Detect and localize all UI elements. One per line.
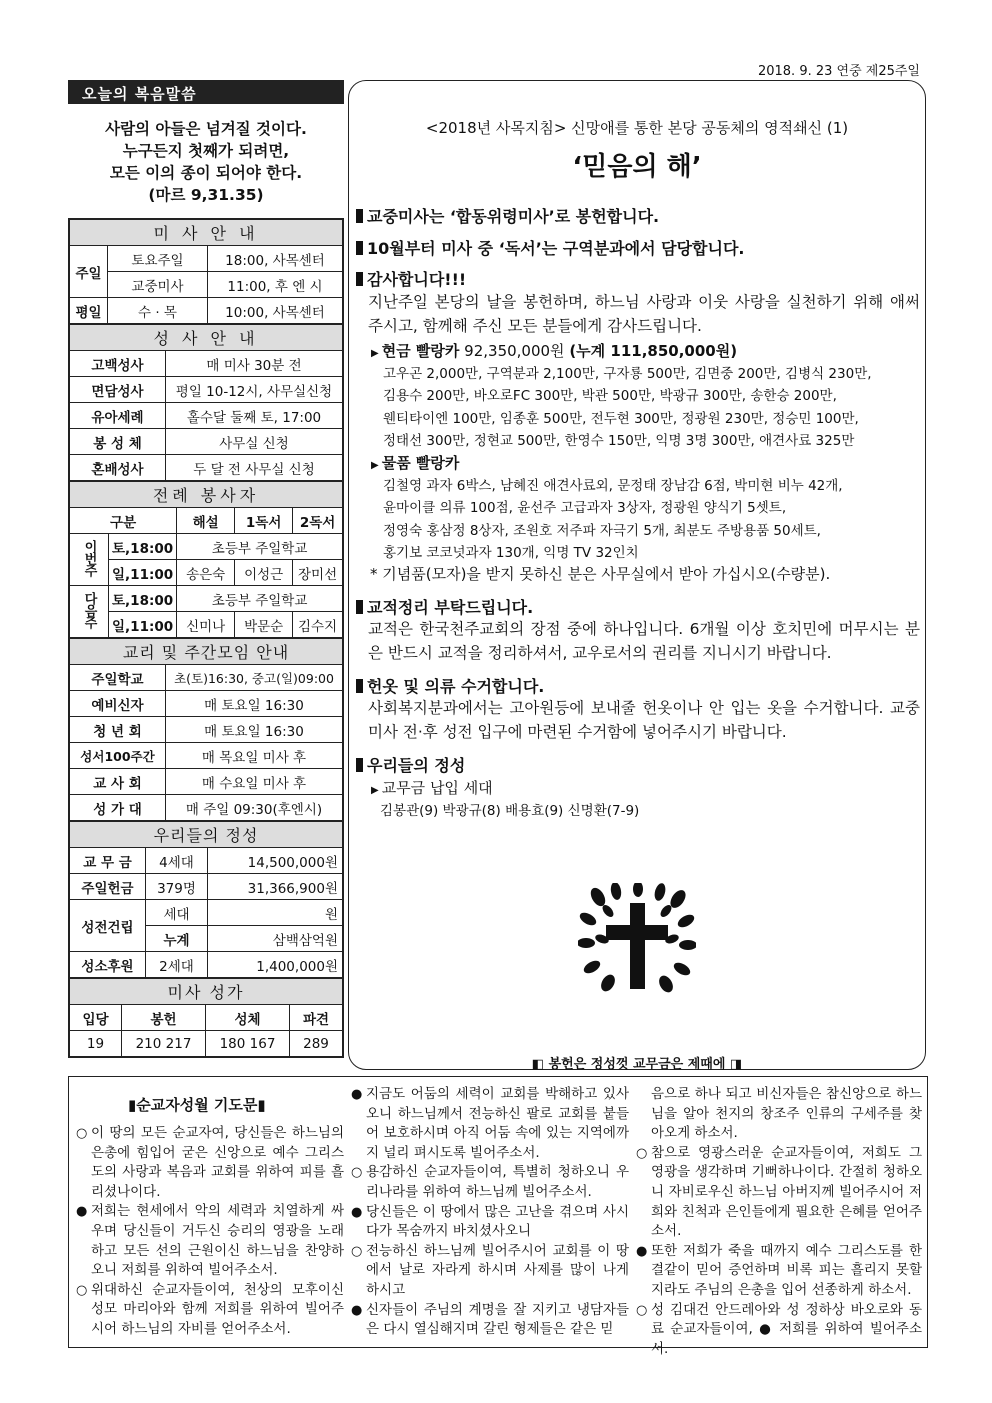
verse-text: 위대하신 순교자들이여, 천상의 모후이신 성모 마리아와 함께 저희를 위하여 빌어주시어 하느님의 자비를 얻어주소서. [91,1281,344,1337]
server-name: 송은숙 [177,560,235,586]
gospel-header: 오늘의 복음말씀 [68,80,344,104]
donor-line: 윤마이클 의류 100점, 윤선주 고급과자 3상자, 정광원 양식기 5셋트, [383,500,787,517]
doctrine-table [69,638,343,821]
sacrament-value: 홀수달 둘째 토, 17:00 [166,403,343,429]
weekday-label: 평일 [70,298,108,324]
verse-marker-icon: ● [351,1087,363,1102]
devotion-amount: 31,366,900원 [208,874,343,900]
server-name: 신미나 [177,612,235,638]
cash-label: 현금 빨랑카 [381,342,460,360]
bullet-square-icon [356,679,363,693]
sacrament-name: 봉 성 체 [70,429,166,455]
sacrament-value: 두 달 전 사무실 신청 [166,455,343,481]
doctrine-title: 교리 및 주간모임 안내 [70,639,343,665]
devotion-name: 성전건립 [70,900,146,952]
verse-text: 신자들이 주님의 계명을 잘 지키고 냉담자들은 다시 열심해지며 갈린 형제들은 같은 믿 [366,1301,629,1338]
prayer-verse [636,1242,922,1301]
devotion-count: 누계 [146,926,208,952]
prayer-verse [636,1301,922,1360]
bullet-square-icon [356,209,363,223]
verse-text: 지금도 어둠의 세력이 교회를 박해하고 있사오니 하느님께서 전능하신 팔로 교회를 붙들어 보호하시며 아직 어둠 속에 있는 지역에까지 널리 펴시도록 빌어주소서. [366,1086,629,1161]
devotion-count: 2세대 [146,952,208,978]
time-label: 토,18:00 [109,534,177,560]
donor-line: 웬티타이엔 100만, 임종훈 500만, 전두현 300만, 정광원 230만, 정승민 100만, [383,410,859,427]
sacrament-table [69,324,343,481]
gospel-verse [68,118,344,206]
prayer-verse [76,1202,344,1280]
notice-heading-text: 감사합니다!!! [367,270,467,289]
server-group: 초등부 주일학교 [177,534,343,560]
cash-total: (누계 111,850,000원) [569,342,738,360]
verse-marker-icon: ● [351,1302,363,1318]
bullet-square-icon [356,272,363,286]
prayer-verse [76,1124,344,1202]
sunday-label: 주일 [70,246,108,298]
time-label: 일,11:00 [109,612,177,638]
hymn-header: 파견 [290,1005,343,1031]
notice-heading [356,267,466,290]
prayer-verse [636,1085,922,1144]
triangle-bullet-icon: ▶ [371,348,379,359]
bullet-square-icon [356,758,363,772]
meeting-name: 청 년 회 [70,717,166,743]
meeting-value: 매 목요일 미사 후 [166,743,343,769]
goods-donor-list [383,475,923,564]
mass-time: 11:00, 후 엔 시 [208,272,343,298]
prayer-column [351,1085,629,1340]
meeting-name: 성서100주간 [70,743,166,769]
meeting-value: 매 수요일 미사 후 [166,769,343,795]
verse-text: 용감하신 순교자들이여, 특별히 청하오니 우리나라를 위하여 하느님께 빌어주소서. [366,1164,629,1200]
triangle-bullet-icon: ▶ [371,785,379,796]
gospel-line: 모든 이의 종이 되어야 한다. [109,164,303,182]
verse-text: 참으로 영광스러운 순교자들이여, 저희도 그 영광을 생각하며 기뻐하나이다. 간절히 청하오니 자비로우신 하느님 아버지께 빌어주시어 저희와 친척과 은인들에게 필요한 은혜를 얻어주소서. [651,1144,922,1240]
hymn-number: 289 [290,1031,343,1057]
devotion-name: 주일헌금 [70,874,146,900]
mass-time: 10:00, 사목센터 [208,298,343,324]
verse-text: 당신들은 이 땅에서 많은 고난을 겪으며 사시다가 목숨까지 바치셨사오니 [366,1203,629,1240]
verse-marker-icon: ○ [76,1126,88,1141]
devotion-table [69,821,343,978]
notice-heading-text: 교중미사는 ‘합동위령미사’로 봉헌합니다. [367,207,660,226]
hymn-number: 210 217 [122,1031,206,1057]
sacrament-value: 사무실 신청 [166,429,343,455]
devotion-count: 세대 [146,900,208,926]
devotion-amount: 1,400,000원 [208,952,343,978]
hymn-header: 봉헌 [122,1005,206,1031]
tithe-heading [371,777,493,798]
cross-footprints-icon [578,883,696,995]
mass-name: 토요주일 [108,246,208,272]
sacrament-value: 매 미사 30분 전 [166,351,343,377]
sacrament-name: 혼배성사 [70,455,166,481]
clothes-body: 사회복지분과에서는 고아원등에 보내줄 헌옷이나 안 입는 옷을 수거합니다. 교중 미사 전·후 성전 입구에 마련된 수거함에 넣어주시기 바랍니다. [368,699,920,741]
server-name: 이성근 [235,560,293,586]
thanks-body: 지난주일 본당의 날을 봉헌하며, 하느님 사랑과 이웃 사랑을 실천하기 위해 애써 주시고, 함께해 주신 모든 분들에게 감사드립니다. [368,293,920,335]
verse-marker-icon: ○ [351,1165,363,1181]
notice-heading [356,753,465,776]
souvenir-note: * 기념품(모자)을 받지 못하신 분은 사무실에서 받아 가십시오(수량분). [370,565,831,583]
gospel-line: 사람의 아들은 넘겨질 것이다. [105,120,307,138]
bullet-square-icon [356,241,363,255]
column-header: 2독서 [293,508,343,534]
verse-marker-icon: ○ [636,1302,648,1318]
prayer-verse [351,1163,629,1202]
notice-heading-text: 우리들의 정성 [367,756,466,775]
prayer-verse [636,1144,922,1242]
mass-name: 수 · 목 [108,298,208,324]
notice-heading-text: 교적정리 부탁드립니다. [367,598,534,617]
devotion-amount: 원 [208,900,343,926]
cash-offering [371,340,737,361]
hymn-header: 입당 [70,1005,122,1031]
server-name: 박문순 [235,612,293,638]
notice-heading [356,236,744,259]
prayer-title: ▮순교자성월 기도문▮ [128,1096,266,1114]
verse-text: 음으로 하나 되고 비신자들은 참신앙으로 하느님을 알아 천지의 창조주 인류의 구세주를 찾아오게 하소서. [651,1086,922,1142]
offering-reminder: ◧ 봉헌은 정성껏 교무금은 제때에 ◨ [531,1057,743,1072]
devotion-count: 4세대 [146,848,208,874]
verse-marker-icon: ● [351,1204,363,1220]
verse-marker-icon: ● [76,1204,88,1220]
prayer-column [76,1124,344,1340]
prayer-column [636,1085,922,1359]
tithe-label: 교무금 납입 세대 [381,779,493,797]
cash-amount: 92,350,000원 [464,342,565,360]
hymns-title: 미사 성가 [70,979,343,1005]
meeting-name: 예비신자 [70,691,166,717]
verse-text: 전능하신 하느님께 빌어주시어 교회를 이 땅에서 날로 자라게 하시며 사제를 많이 나게 하시고 [366,1242,629,1298]
meeting-value: 매 토요일 16:30 [166,717,343,743]
donor-line: 정태선 300만, 정현교 500만, 한영수 150만, 익명 3명 300만, 애견사료 325만 [383,432,855,449]
column-header: 해설 [177,508,235,534]
verse-marker-icon [636,1085,651,1144]
sacrament-value: 평일 10-12시, 사무실신청 [166,377,343,403]
sacrament-name: 고백성사 [70,351,166,377]
liturgy-servers-title: 전례 봉사자 [70,482,343,508]
devotion-amount: 삼백삼억원 [208,926,343,952]
donor-line: 김철영 과자 6박스, 남혜진 애견사료외, 문정태 장남감 6점, 박미현 비누 42개, [383,478,843,494]
prayer-verse [76,1281,344,1340]
next-week-label: 다음주 [81,591,97,628]
notice-heading [356,204,659,227]
info-sidebar [68,218,344,1058]
gospel-line: 누구든지 첫째가 되려면, [122,142,290,160]
goods-label: 물품 빨랑카 [381,454,460,472]
gospel-reference: (마르 9,31.35) [148,186,264,204]
hymns-table [69,978,343,1057]
year-title: ‘믿음의 해’ [572,152,702,182]
mass-info-title: 미 사 안 내 [70,220,343,246]
hymn-header: 성체 [206,1005,290,1031]
time-label: 토,18:00 [109,586,177,612]
prayer-verse [351,1242,629,1301]
meeting-name: 교 사 회 [70,769,166,795]
triangle-bullet-icon: ▶ [371,460,379,471]
server-name: 김수지 [293,612,343,638]
mass-info-table [69,219,343,324]
meeting-name: 주일학교 [70,665,166,691]
meeting-value: 초(토)16:30, 중고(일)09:00 [166,665,343,691]
registry-body: 교적은 한국천주교회의 장점 중에 하나입니다. 6개월 이상 호치민에 머무시는 분은 반드시 교적을 정리하셔서, 교우로서의 권리를 지니시기 바랍니다. [368,620,920,662]
bulletin-date: 2018. 9. 23 연중 제25주일 [757,64,920,79]
devotion-title: 우리들의 정성 [70,822,343,848]
pastoral-guideline: <2018년 사목지침> 신망애를 통한 본당 공동체의 영적쇄신 (1) [425,119,849,137]
hymn-number: 180 167 [206,1031,290,1057]
verse-marker-icon: ○ [351,1243,363,1259]
sacrament-name: 면담성사 [70,377,166,403]
meeting-value: 매 주일 09:30(후엔시) [166,795,343,821]
meeting-value: 매 토요일 16:30 [166,691,343,717]
hymn-number: 19 [70,1031,122,1057]
time-label: 일,11:00 [109,560,177,586]
server-name: 장미선 [293,560,343,586]
notice-heading-text: 10월부터 미사 중 ‘독서’는 구역분과에서 담당합니다. [367,239,745,258]
column-header: 구분 [70,508,177,534]
verse-marker-icon: ● [636,1243,648,1259]
verse-marker-icon: ○ [76,1282,88,1298]
verse-text: 저희는 현세에서 악의 세력과 치열하게 싸우며 당신들이 거두신 승리의 영광을 노래하고 모든 선의 근원이신 하느님을 찬양하오니 저희를 위하여 빌어주소서. [91,1203,344,1279]
verse-text: 또한 저희가 죽을 때까지 예수 그리스도를 한결같이 믿어 증언하며 비록 피는 흘리지 못할지라도 주님의 은총을 입어 선종하게 하소서. [651,1242,922,1298]
verse-text: 성 김대건 안드레아와 성 정하상 바오로와 동료 순교자들이여, ● 저희를 위하여 빌어주소서. [651,1301,922,1357]
prayer-verse [351,1203,629,1242]
meeting-name: 성 가 대 [70,795,166,821]
notice-heading [356,674,544,697]
sacrament-name: 유아세례 [70,403,166,429]
donor-line: 고우곤 2,000만, 구역분과 2,100만, 구자룡 500만, 김면중 200만, 김병식 230만, [383,366,872,382]
devotion-name: 성소후원 [70,952,146,978]
notice-heading [356,595,533,618]
devotion-amount: 14,500,000원 [208,848,343,874]
donor-line: 홍기보 코코넛과자 130개, 익명 TV 32인치 [383,544,639,561]
devotion-count: 379명 [146,874,208,900]
prayer-verse [351,1085,629,1163]
goods-offering [371,452,459,473]
server-group: 초등부 주일학교 [177,586,343,612]
mass-name: 교중미사 [108,272,208,298]
tithe-names: 김봉관(9) 박광규(8) 배용효(9) 신명환(7-9) [380,803,640,819]
cash-donor-list [383,363,923,452]
donor-line: 김용수 200만, 바오로FC 300만, 박관 500만, 박광규 300만, 송한승 200만, [383,388,837,405]
prayer-verse [351,1301,629,1340]
verse-marker-icon: ○ [636,1145,648,1161]
bullet-square-icon [356,600,363,614]
verse-text: 이 땅의 모든 순교자여, 당신들은 하느님의 은총에 힘입어 굳은 신앙으로 예수 그리스도의 사랑과 복음과 교회를 위하여 피를 흘리셨나이다. [91,1125,344,1200]
mass-time: 18:00, 사목센터 [208,246,343,272]
notice-heading-text: 헌옷 및 의류 수거합니다. [367,677,545,696]
devotion-name: 교 무 금 [70,848,146,874]
this-week-label: 이번주 [81,539,97,576]
sacrament-title: 성 사 안 내 [70,325,343,351]
donor-line: 정영숙 홍삼정 8상자, 조원호 저주파 자극기 5개, 최분도 주방용품 50세트, [383,522,821,539]
column-header: 1독서 [235,508,293,534]
liturgy-servers-table [69,481,343,638]
